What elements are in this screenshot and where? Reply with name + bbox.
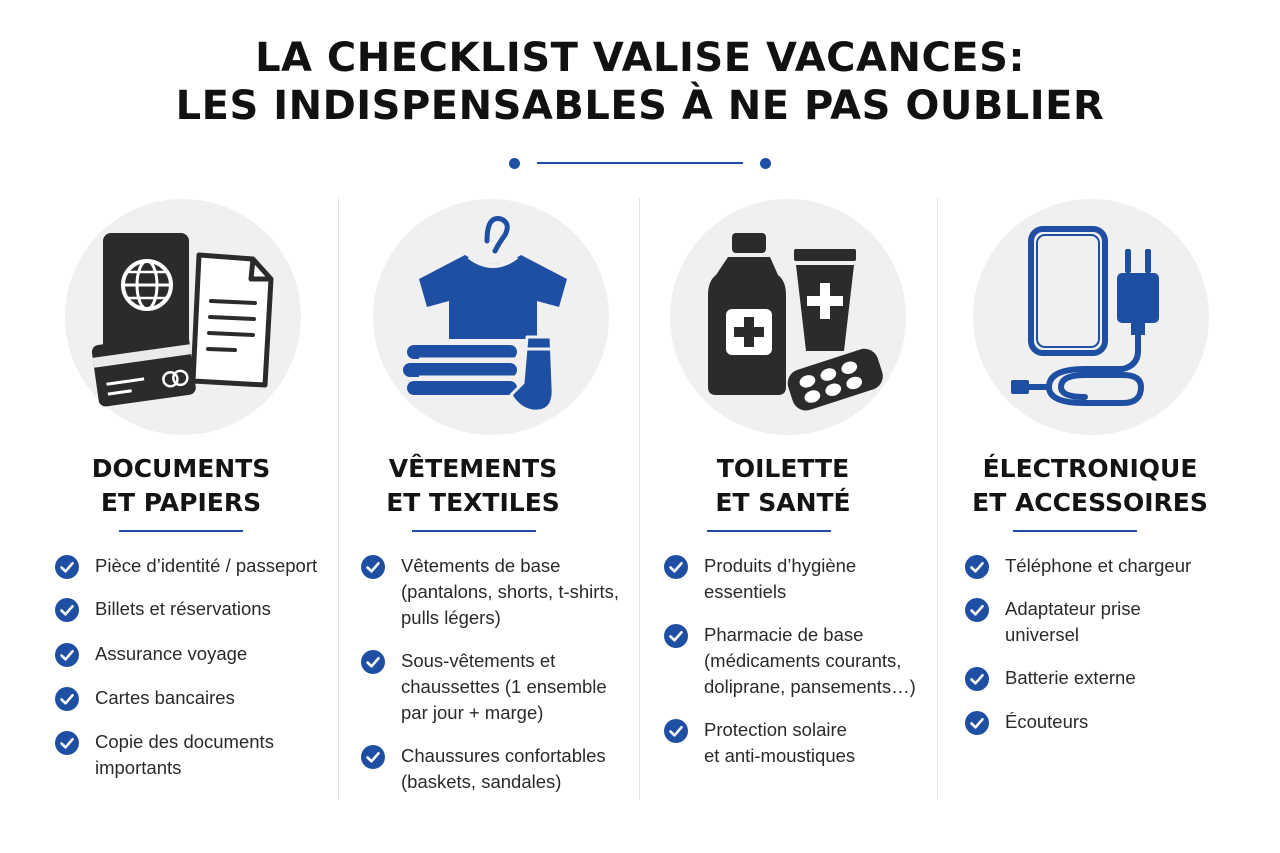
title-line-2: LES INDISPENSABLES À NE PAS OUBLIER — [175, 83, 1105, 129]
check-circle-icon — [55, 731, 79, 755]
checklist-documents — [55, 553, 335, 781]
heading-clothing: VÊTEMENTS ET TEXTILES — [386, 454, 560, 517]
divider-dot-left — [509, 158, 520, 169]
check-circle-icon — [55, 598, 79, 622]
check-circle-icon — [55, 555, 79, 579]
title-line-1: LA CHECKLIST VALISE VACANCES: — [255, 35, 1025, 81]
list-item: Chaussures confortables (baskets, sandales) — [361, 743, 631, 795]
list-item: Téléphone et chargeur — [965, 553, 1245, 579]
page-title — [0, 34, 1280, 130]
heading-underline — [412, 530, 536, 532]
check-circle-icon — [965, 555, 989, 579]
title-divider — [507, 155, 773, 171]
list-item: Sous-vêtements et chaussettes (1 ensemble par jour + marge) — [361, 648, 631, 726]
list-item: Protection solaire et anti-moustiques — [664, 717, 934, 769]
checklist-electronics — [965, 553, 1245, 735]
check-circle-icon — [965, 667, 989, 691]
list-item: Batterie externe — [965, 665, 1245, 691]
list-item: Copie des documents importants — [55, 729, 335, 781]
check-circle-icon — [965, 598, 989, 622]
list-item: Pièce d’identité / passeport — [55, 553, 335, 579]
check-circle-icon — [664, 719, 688, 743]
divider-bar — [537, 162, 743, 164]
heading-toiletries: TOILETTE ET SANTÉ — [715, 454, 851, 517]
check-circle-icon — [55, 643, 79, 667]
check-circle-icon — [361, 745, 385, 769]
list-item: Adaptateur prise universel — [965, 596, 1245, 648]
heading-underline — [119, 530, 243, 532]
heading-underline — [1013, 530, 1137, 532]
heading-electronics: ÉLECTRONIQUE ET ACCESSOIRES — [972, 454, 1208, 517]
list-item: Pharmacie de base (médicaments courants, doliprane, pansements…) — [664, 622, 934, 700]
toiletries-icon — [670, 199, 906, 435]
checklist-clothing — [361, 553, 631, 795]
checklist-toiletries — [664, 553, 934, 769]
check-circle-icon — [664, 624, 688, 648]
heading-documents: DOCUMENTS ET PAPIERS — [91, 454, 271, 517]
list-item: Produits d’hygiène essentiels — [664, 553, 934, 605]
check-circle-icon — [55, 687, 79, 711]
list-item: Vêtements de base (pantalons, shorts, t-shirts, pulls légers) — [361, 553, 631, 631]
list-item: Cartes bancaires — [55, 685, 335, 711]
documents-icon — [65, 199, 301, 435]
check-circle-icon — [965, 711, 989, 735]
clothing-icon — [373, 199, 609, 435]
heading-underline — [707, 530, 831, 532]
check-circle-icon — [664, 555, 688, 579]
list-item: Billets et réservations — [55, 596, 335, 622]
list-item: Assurance voyage — [55, 641, 335, 667]
list-item: Écouteurs — [965, 709, 1245, 735]
check-circle-icon — [361, 650, 385, 674]
divider-dot-right — [760, 158, 771, 169]
check-circle-icon — [361, 555, 385, 579]
electronics-icon — [973, 199, 1209, 435]
column-separator — [937, 198, 938, 800]
